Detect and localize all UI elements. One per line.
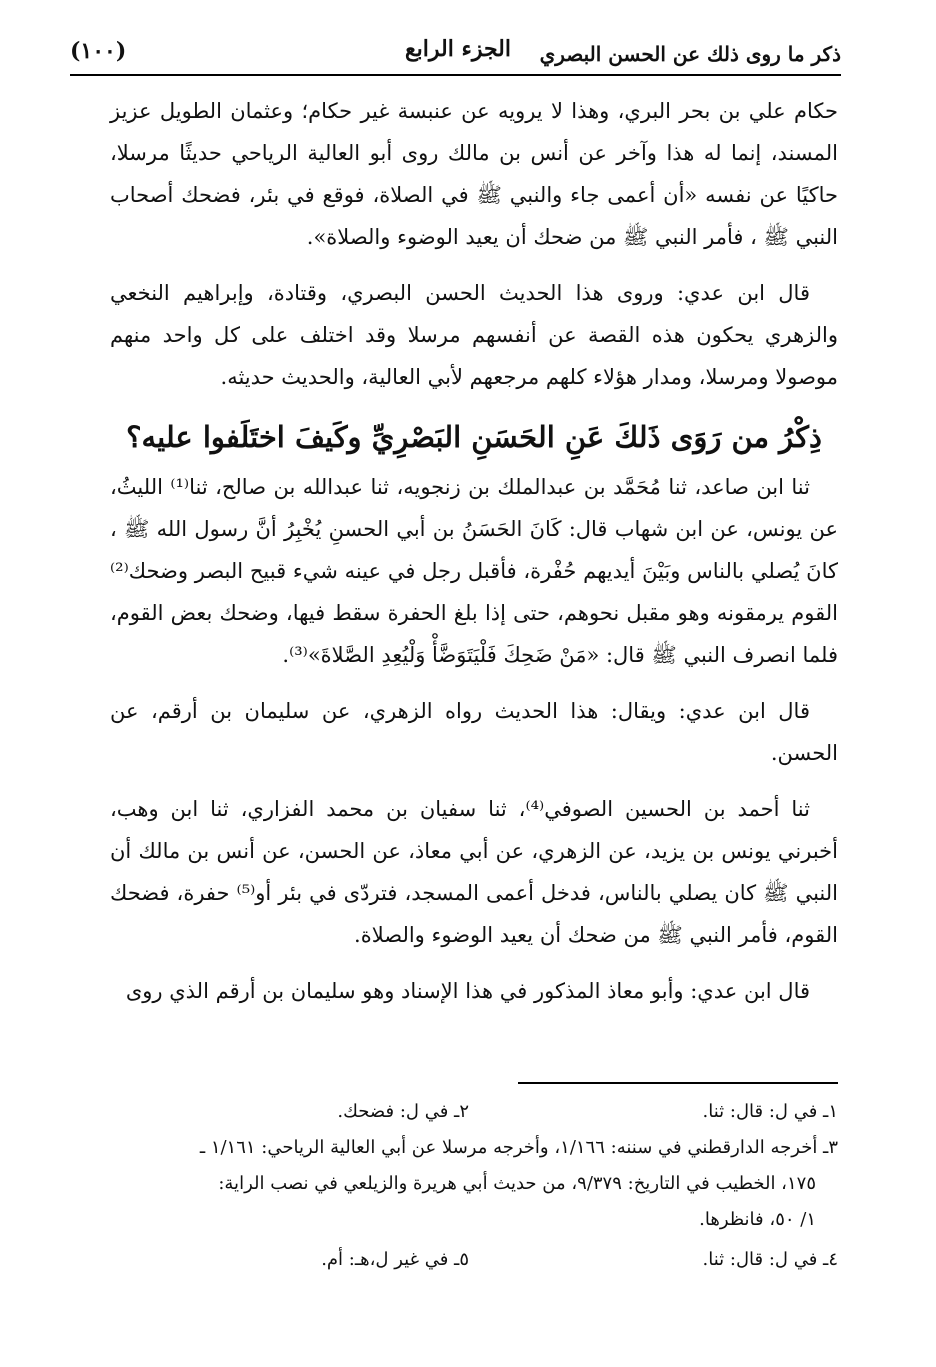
paragraph-2: قال ابن عدي: وروى هذا الحديث الحسن البصري، وقتادة، وإبراهيم النخعي والزهري يحكون هذه القصة عن أنفسهم مرسلا وقد اختلف على كل واحد منهم موصولا ومرسلا، ومدار هؤلاء كلهم مرجعهم لأبي العالية، والحديث حديثه. — [110, 281, 838, 389]
running-header — [70, 30, 841, 76]
footnote-1: ١ـ في ل: قال: ثنا. — [702, 1101, 838, 1122]
paragraph-6: قال ابن عدي: وأبو معاذ المذكور في هذا الإسناد وهو سليمان بن أرقم الذي روى — [125, 979, 810, 1003]
paragraph-1: حكام علي بن بحر البري، وهذا لا يرويه عن عنبسة غير حكام؛ وعثمان الطويل عزيز المسند، إنما له هذا وآخر عن أنس بن مالك روى أبو العالية الرياحي حديثًا مرسلا، حاكيًا عن نفسه «أن أعمى جاء والنبي ﷺ في الصلاة، فوقع في بئر، فضحك أصحاب النبي ﷺ ، فأمر النبي ﷺ من ضحك أن يعيد الوضوء والصلاة». — [110, 99, 838, 249]
chapter-heading: ذِكْرُ من رَوَى ذَلكَ عَنِ الحَسَنِ البَصْرِيِّ وكَيفَ اختَلَفوا عليه؟ — [126, 420, 822, 454]
footnote-5: ٥ـ في غير ل،هـ: أم. — [321, 1249, 469, 1270]
footnote-3-line-2: ١٧٥، الخطيب في التاريخ: ٩/٣٧٩، من حديث أبي هريرة والزيلعي في نصب الراية: — [218, 1173, 816, 1194]
paragraph-5: ثنا أحمد بن الحسين الصوفي⁽⁴⁾، ثنا سفيان بن محمد الفزاري، ثنا ابن وهب، أخبرني يونس بن يزيد، عن الزهري، عن أبي معاذ، عن الحسن، عن أنس بن مالك أن النبي ﷺ كان يصلي بالناس، فدخل أعمى المسجد، فتردّى في بئر أو⁽⁵⁾ حفرة، فضحك القوم، فأمر النبي ﷺ من ضحك أن يعيد الوضوء والصلاة. — [110, 797, 838, 947]
header-volume: الجزء الرابع — [404, 36, 511, 62]
footnote-row-1 — [100, 1094, 838, 1130]
footnote-row-2 — [100, 1242, 838, 1278]
footnote-3-line-1: ٣ـ أخرجه الدارقطني في سننه: ١/١٦٦، وأخرجه مرسلا عن أبي العالية الرياحي: ١/١٦١ ـ — [199, 1137, 838, 1158]
footnote-2: ٢ـ في ل: فضحك. — [337, 1101, 469, 1122]
paragraph-3: ثنا ابن صاعد، ثنا مُحَمَّد بن عبدالملك بن زنجويه، ثنا عبدالله بن صالح، ثنا⁽¹⁾ الليثُ، عن يونس، عن ابن شهاب قال: كَانَ الحَسَنُ بن أبي الحسنِ يُخْبِرُ أنَّ رسول الله ﷺ ، كانَ يُصلي بالناس وبَيْنَ أيديهم حُفْرة، فأقبل رجل في عينه شيء قبيح البصر وضحك⁽²⁾ القوم يرمقونه وهو مقبل نحوهم، حتى إذا بلغ الحفرة سقط فيها، وضحك بعض القوم، فلما انصرف النبي ﷺ قال: «مَنْ ضَحِكَ فَلْيَتَوَضَّأْ وَلْيُعِدِ الصَّلاةَ»⁽³⁾. — [110, 475, 838, 667]
header-page-number: (١٠٠) — [70, 38, 127, 64]
main-text — [110, 90, 838, 1026]
footnote-4: ٤ـ في ل: قال: ثنا. — [702, 1249, 838, 1270]
header-section-title: ذكر ما روى ذلك عن الحسن البصري — [539, 42, 841, 66]
paragraph-4: قال ابن عدي: ويقال: هذا الحديث رواه الزهري، عن سليمان بن أرقم، عن الحسن. — [110, 699, 838, 765]
footnote-divider — [518, 1082, 838, 1084]
footnotes — [100, 1094, 838, 1278]
footnote-3-line-3: ١/ ٥٠، فانظرها. — [699, 1209, 816, 1230]
